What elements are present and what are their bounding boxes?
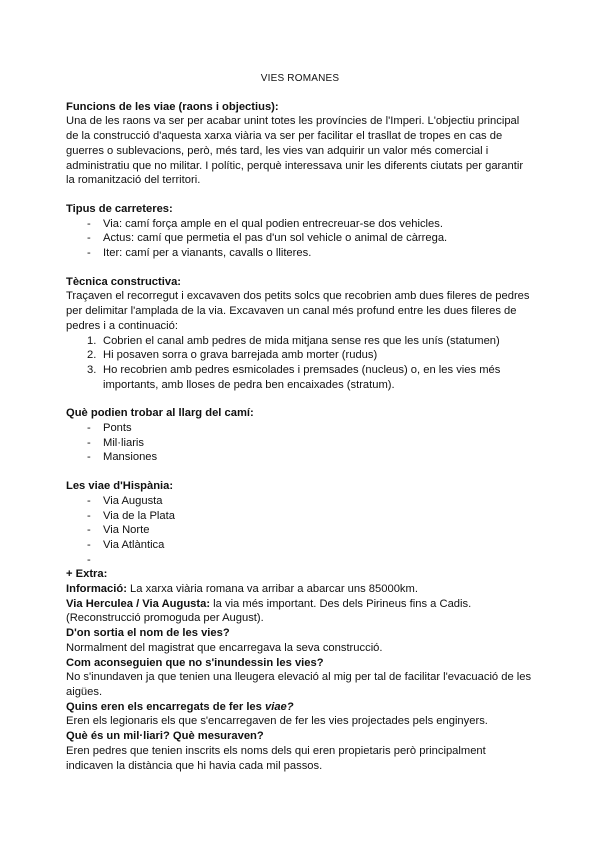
list-item: - Via Atlàntica [66,538,534,553]
herculea-label: Via Herculea / Via Augusta: [66,597,211,610]
list-item: - Mil·liaris [66,436,534,451]
info-label: Informació: [66,583,127,596]
question-3-text: Quins eren els encarregats de fer les [66,700,262,713]
herculea-text: la via més important. Des dels Pirineus fins a Cadis. (Reconstrucció promoguda per August). [66,597,472,625]
answer-4: Eren pedres que tenien inscrits els noms dels qui eren propietaris però principalment indicaven la distància que hi havia cada mil passos. [66,744,486,772]
section-funcions [66,100,534,188]
section-trobar [66,406,534,465]
question-2: Com aconseguien que no s'inundessin les vies? [66,656,324,669]
step-text: Hi posaven sorra o grava barrejada amb morter (rudus) [103,349,378,362]
heading-extra: + Extra: [66,568,108,581]
list-item [66,348,534,363]
heading-tipus: Tipus de carreteres: [66,202,173,215]
trobar-list [66,421,534,465]
question-3-italic: viae? [264,700,294,713]
step-number: 1. [87,334,97,347]
answer-1: Normalment del magistrat que encarregava la seva construcció. [66,641,383,654]
empty-list-item [66,553,534,568]
funcions-text: Una de les raons va ser per acabar unint totes les províncies de l'Imperi. L'objectiu principal de la construcció d'aquesta xarxa viària va ser per facilitar el trasllat de tropes en cas de guerres o sublevacions, però, més tard, les vies van adquirir un valor més comercial i administratiu que no militar. I polític, perquè interessava unir les diferents ciutats per garantir la romanització del territori. [66,115,524,187]
section-hispania [66,479,534,567]
step-number: 2. [87,349,97,362]
heading-funcions: Funcions de les viae (raons i objectius): [66,100,279,113]
step-number: 3. [87,363,97,376]
list-item: - Via Augusta [66,494,534,509]
list-item: - Actus: camí que permetia el pas d'un sol vehicle o animal de càrrega. [66,231,534,246]
tipus-list [66,217,534,261]
tecnica-text: Traçaven el recorregut i excavaven dos petits solcs que recobrien amb dues fileres de pedres per delimitar l'amplada de la via. Excavaven un canal més profund entre les dues fileres de pedres i a continuació: [66,290,530,332]
heading-hispania: Les viae d'Hispània: [66,480,174,493]
list-item: - Via de la Plata [66,509,534,524]
question-1: D'on sortia el nom de les vies? [66,627,230,640]
answer-3: Eren els legionaris els que s'encarregaven de fer les vies projectades pels enginyers. [66,715,488,728]
list-item [66,363,534,392]
document-title: VIES ROMANES [260,73,340,84]
heading-tecnica: Tècnica constructiva: [66,275,182,288]
question-4: Què és un mil·liari? Què mesuraven? [66,730,264,743]
list-item: - Via Norte [66,523,534,538]
list-item: - Via: camí força ample en el qual podien entrecreuar-se dos vehicles. [66,217,534,232]
list-item: - Iter: camí per a vianants, cavalls o lliteres. [66,246,534,261]
answer-2: No s'inundaven ja que tenien una lleugera elevació al mig per tal de facilitar l'evacuació de les aigües. [66,671,532,698]
section-tipus [66,202,534,261]
herculea-paragraph [66,597,534,626]
list-item: - Mansiones [66,450,534,465]
section-tecnica [66,275,534,393]
step-text: Cobrien el canal amb pedres de mida mitjana sense res que les unís (statumen) [103,334,500,347]
list-item: - Ponts [66,421,534,436]
step-text: Ho recobrien amb pedres esmicolades i premsades (nucleus) o, en les vies més importants, amb lloses de pedra ben encaixades (stratum). [103,363,501,391]
question-3 [66,700,534,715]
tecnica-steps [66,334,534,393]
hispania-list [66,494,534,568]
info-text: La xarxa viària romana va arribar a abarcar uns 85000km. [130,583,418,596]
info-paragraph [66,582,534,597]
heading-trobar: Què podien trobar al llarg del camí: [66,407,254,420]
list-item [66,334,534,349]
section-extra [66,567,534,773]
